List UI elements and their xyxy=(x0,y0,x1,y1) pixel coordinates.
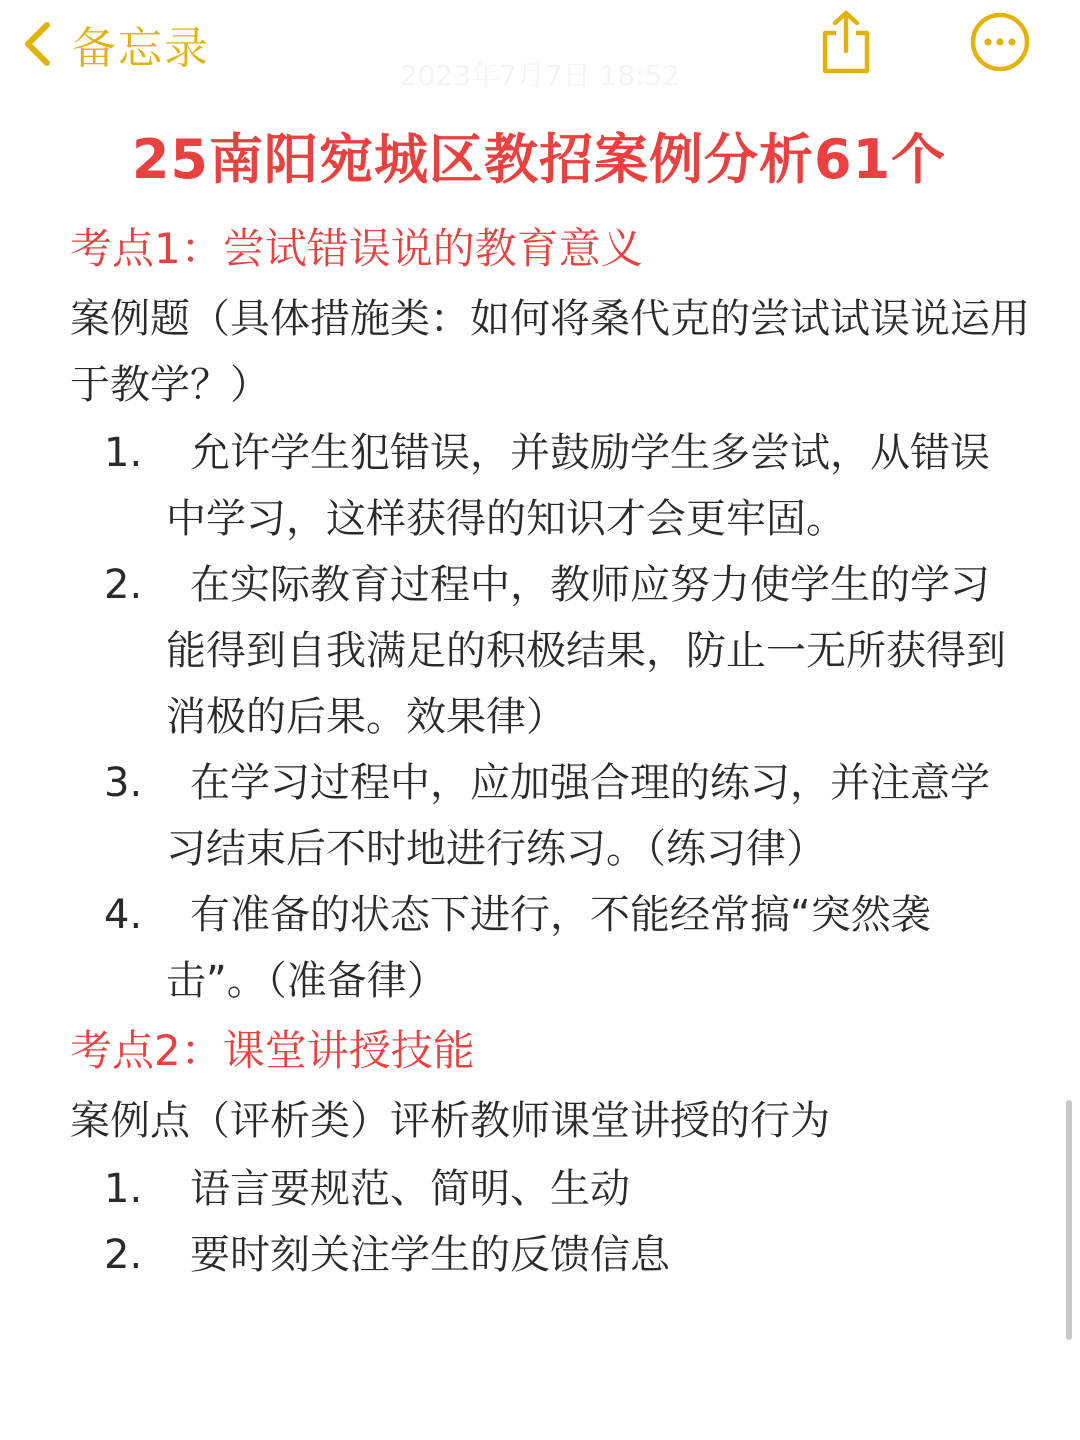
share-button[interactable] xyxy=(814,8,878,76)
list-number: 2. xyxy=(104,1232,143,1278)
ellipsis-circle-icon xyxy=(969,11,1031,73)
list-item xyxy=(70,1156,1006,1222)
back-label: 备忘录 xyxy=(72,23,210,74)
vertical-scrollbar[interactable] xyxy=(1066,1100,1072,1340)
list-text: 语言要规范、简明、生动 xyxy=(190,1166,630,1212)
section-question: 案例点（评析类）评析教师课堂讲授的行为 xyxy=(70,1098,830,1144)
note-title: 25南阳宛城区教招案例分析61个 xyxy=(131,128,947,191)
list-text: 允许学生犯错误，并鼓励学生多尝试，从错误中学习，这样获得的知识才会更牢固。 xyxy=(166,430,990,542)
top-navigation-bar xyxy=(0,0,1080,92)
list-text: 在实际教育过程中，教师应努力使学生的学习能得到自我满足的积极结果，防止一无所获得到消极的后果。效果律） xyxy=(166,562,1006,740)
answer-list xyxy=(70,420,1030,1014)
note-body[interactable] xyxy=(70,120,1030,1292)
list-text: 要时刻关注学生的反馈信息 xyxy=(190,1232,670,1278)
section-question: 案例题（具体措施类：如何将桑代克的尝试试误说运用于教学？） xyxy=(70,296,1030,408)
list-item xyxy=(70,750,1006,882)
more-options-button[interactable] xyxy=(968,8,1032,76)
list-item xyxy=(70,552,1006,750)
list-number: 2. xyxy=(104,562,143,608)
section-topic: 考点2：课堂讲授技能 xyxy=(70,1026,475,1075)
share-icon xyxy=(818,9,874,75)
list-item xyxy=(70,882,1006,1014)
list-text: 有准备的状态下进行，不能经常搞“突然袭击”。（准备律） xyxy=(166,892,931,1004)
list-item xyxy=(70,420,1006,552)
list-number: 3. xyxy=(104,760,143,806)
note-timestamp: 2023年7月7日 18:52 xyxy=(399,59,681,92)
list-number: 1. xyxy=(104,430,143,476)
list-item xyxy=(70,1222,1006,1288)
section-topic: 考点1：尝试错误说的教育意义 xyxy=(70,224,643,273)
list-number: 4. xyxy=(104,892,143,938)
answer-list xyxy=(70,1156,1030,1288)
list-text: 在学习过程中，应加强合理的练习，并注意学习结束后不时地进行练习。（练习律） xyxy=(166,760,990,872)
list-number: 1. xyxy=(104,1166,143,1212)
